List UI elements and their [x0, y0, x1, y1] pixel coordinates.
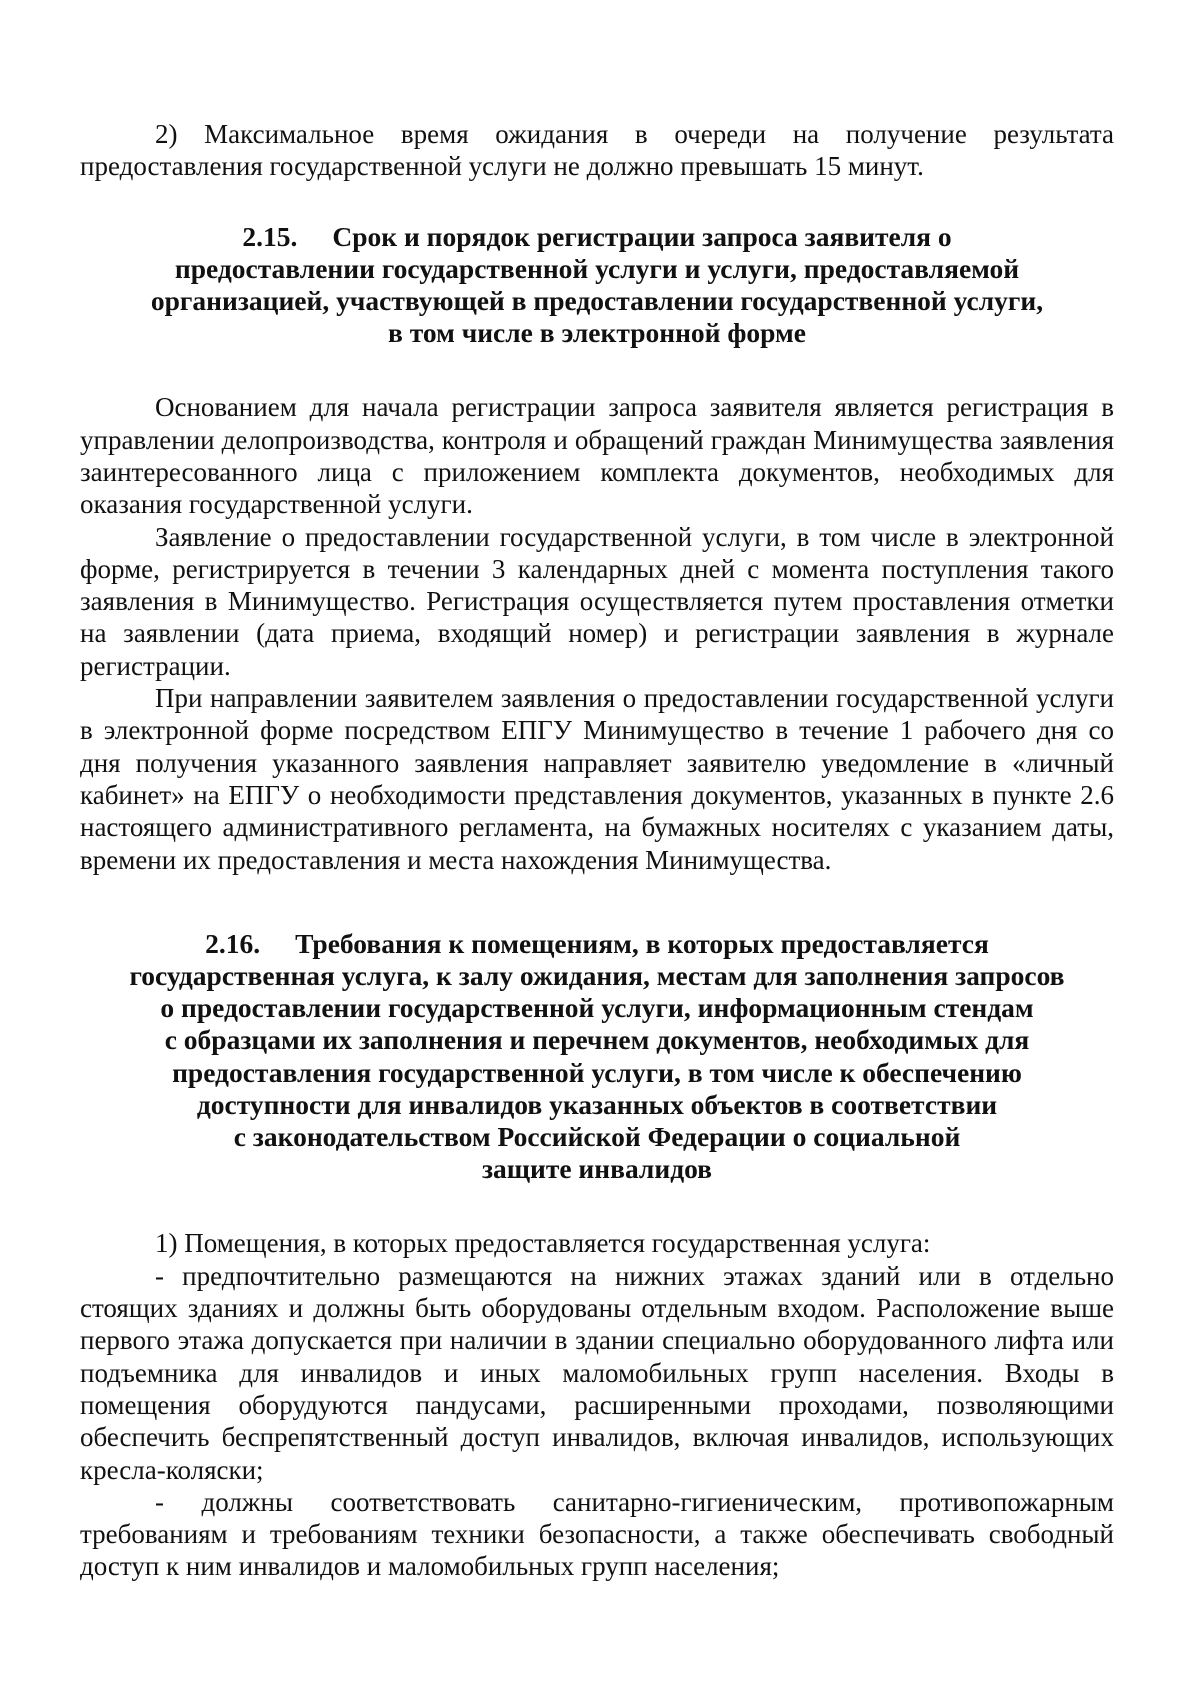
section-2-16-title-line-8: защите инвалидов — [481, 1153, 713, 1185]
section-2-15-number: 2.15. — [242, 220, 298, 252]
section-2-15-paragraph-3: При направлении заявителем заявления о предоставлении государственной услуги в электронной форме посредством ЕПГУ Минимущество в течение 1 рабочего дня со дня получения указанного заявления направляет заявителю уведомление в «личный кабинет» на ЕПГУ о необходимости представления документов, указанных в пункте 2.6 настоящего административного регламента, на бумажных носителях с указанием даты, времени их предоставления и места нахождения Минимущества. — [80, 683, 1114, 875]
document-page — [80, 118, 1114, 1583]
section-2-16-number: 2.16. — [205, 927, 261, 959]
section-2-16-paragraph-1: 1) Помещения, в которых предоставляется государственная услуга: — [155, 1228, 931, 1259]
section-2-16-paragraph-2: - предпочтительно размещаются на нижних этажах зданий или в отдельно стоящих зданиях и должны быть оборудованы отдельным входом. Расположение выше первого этажа допускается при наличии в здании специально оборудованного лифта или подъемника для инвалидов и иных маломобильных групп населения. Входы в помещения оборудуются пандусами, расширенными проходами, позволяющими обеспечить беспрепятственный доступ инвалидов, включая инвалидов, использующих кресла-коляски; — [80, 1260, 1114, 1485]
section-2-16-title-line-6: доступности для инвалидов указанных объектов в соответствии — [196, 1088, 998, 1120]
section-2-15-paragraph-1: Основанием для начала регистрации запроса заявителя является регистрация в управлении делопроизводства, контроля и обращений граждан Минимущества заявления заинтересованного лица с приложением комплекта документов, необходимых для оказания государственной услуги. — [80, 392, 1114, 520]
section-2-16-title-line-7: с законодательством Российской Федерации о социальной — [233, 1121, 961, 1153]
section-2-16-paragraph-3: - должны соответствовать санитарно-гигиеническим, противопожарным требованиям и требованиям техники безопасности, а также обеспечивать свободный доступ к ним инвалидов и маломобильных групп населения; — [80, 1486, 1114, 1582]
section-2-16-title-line-4: с образцами их заполнения и перечнем документов, необходимых для — [164, 1024, 1030, 1056]
section-2-16-title-line-5: предоставления государственной услуги, в том числе к обеспечению — [172, 1056, 1022, 1088]
section-2-16-title-line-3: о предоставлении государственной услуги, информационным стендам — [160, 992, 1034, 1024]
section-2-16-title-line-1: 2.16. Требования к помещениям, в которых предоставляется — [205, 927, 989, 959]
section-2-15-title-line-4: в том числе в электронной форме — [387, 317, 806, 349]
section-2-15-paragraph-2: Заявление о предоставлении государственной услуги, в том числе в электронной форме, регистрируется в течении 3 календарных дней с момента поступления такого заявления в Минимущество. Регистрация осуществляется путем проставления отметки на заявлении (дата приема, входящий номер) и регистрации заявления в журнале регистрации. — [80, 521, 1114, 681]
section-2-16-heading — [80, 928, 1114, 1186]
section-2-15-title-line-3: организацией, участвующей в предоставлении государственной услуги, — [150, 285, 1044, 316]
intro-paragraph: 2) Максимальное время ожидания в очереди на получение результата предоставления государственной услуги не должно превышать 15 минут. — [80, 119, 1114, 182]
section-2-15-heading — [80, 221, 1114, 350]
section-2-15-title-line-2: предоставлении государственной услуги и услуги, предоставляемой — [174, 252, 1020, 284]
section-2-16-title-line-2: государственная услуга, к залу ожидания, местам для заполнения запросов — [129, 960, 1065, 992]
section-2-15-title-line-1: 2.15. Срок и порядок регистрации запроса заявителя о — [242, 220, 952, 252]
